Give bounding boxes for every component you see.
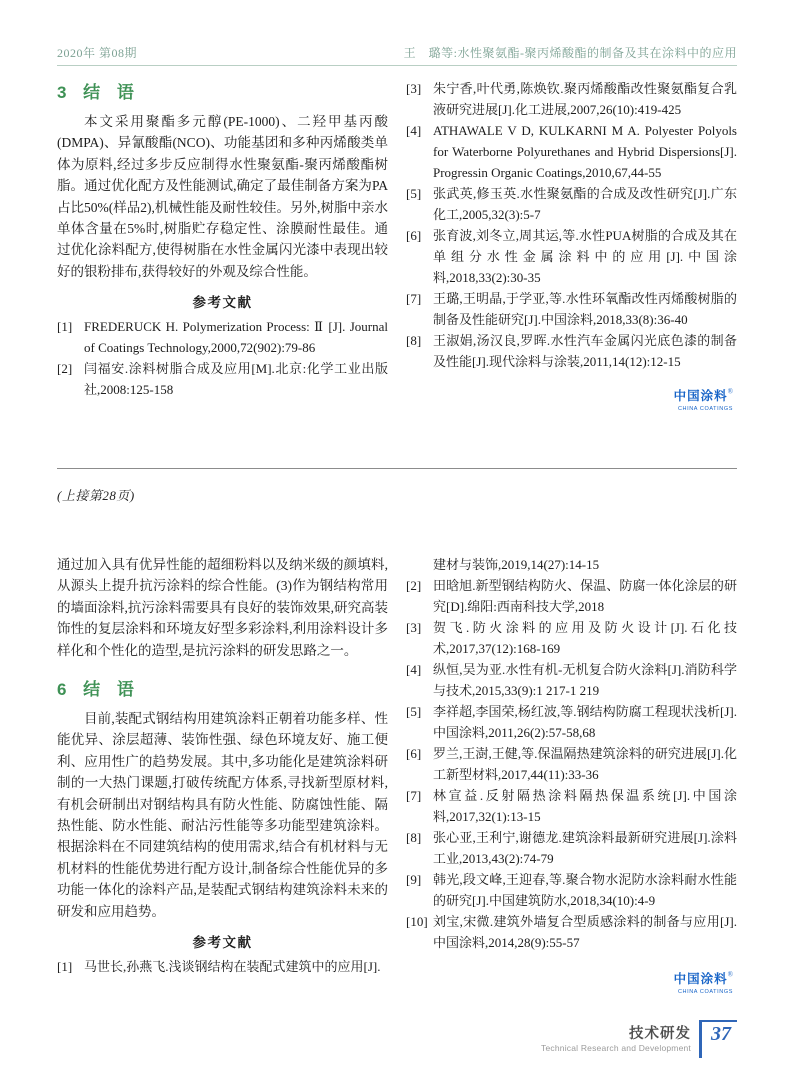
reference-text: 刘宝,宋微.建筑外墙复合型质感涂料的制备与应用[J].中国涂料,2014,28(9):55-57 (433, 914, 737, 950)
reference-item (406, 911, 737, 953)
reference-text: 马世长,孙燕飞.浅谈钢结构在装配式建筑中的应用[J]. (84, 959, 381, 975)
reference-item (406, 120, 737, 183)
reference-text: 朱宁香,叶代勇,陈焕钦.聚丙烯酸酯改性聚氨酯复合乳液研究进展[J].化工进展,2007,26(10):419-425 (433, 81, 737, 117)
reference-item (406, 225, 737, 288)
reference-number: [3] (406, 620, 422, 635)
reference-item (406, 701, 737, 743)
footer-section-label (541, 1018, 691, 1053)
reference-number: [6] (406, 228, 422, 243)
top-section (57, 78, 737, 412)
reference-item (406, 785, 737, 827)
reference-number: [1] (57, 319, 73, 335)
logo-text-cn: 中国涂料 (673, 389, 728, 403)
conclusion-paragraph-2: 目前,装配式钢结构用建筑涂料正朝着功能多样、性能优异、涂层超薄、装饰性强、绿色环境友好、施工便利、应用性广的趋势发展。其中,多功能化是建筑涂料研制的一大热门课题,打破传统配方体系,寻找新型原材料,有机会研制出对钢结构具有防火性能、防腐蚀性能、隔热性能、防水性能、耐沾污性能等多功能型建筑涂料。根据涂料在不同建筑结构的使用需求,结合有机材料与无机材料的性能优势进行配方设计,制备综合性能优异的多功能一体化的涂料产品,是装配式钢结构建筑涂料未来的研发和应用趋势。 (57, 711, 388, 919)
reference-item (406, 575, 737, 617)
references-list (57, 956, 388, 977)
reference-number: [1] (57, 959, 73, 975)
page-number: 37 (711, 1023, 731, 1045)
reference-text: 王淑娟,汤汉良,罗晖.水性汽车金属闪光底色漆的制备及性能[J].现代涂料与涂装,2011,14(12):12-15 (433, 333, 737, 369)
section-heading-3: 3 结 语 (57, 83, 140, 102)
reference-number: [5] (406, 186, 422, 201)
china-coatings-logo (406, 386, 737, 412)
reference-item (406, 617, 737, 659)
references-title: 参考文献 (192, 295, 253, 311)
registered-mark-icon: ® (727, 970, 733, 979)
reference-text: 张育波,刘冬立,周其运,等.水性PUA树脂的合成及其在单组分水性金属涂料中的应用[J].中国涂料,2018,33(2):30-35 (433, 228, 737, 285)
reference-number: [7] (406, 291, 422, 306)
top-right-column (406, 78, 737, 412)
reference-item (406, 288, 737, 330)
reference-number: [4] (406, 123, 422, 138)
page-number-box (699, 1020, 737, 1058)
section-heading-6: 6 结 语 (57, 680, 140, 700)
article-divider (57, 468, 737, 469)
references-title: 参考文献 (192, 935, 253, 951)
reference-item (57, 316, 388, 358)
issue-label: 2020年 第08期 (57, 46, 138, 60)
reference-text: 纵恒,吴为亚.水性有机-无机复合防火涂料[J].消防科学与技术,2015,33(9):1 217-1 219 (433, 662, 737, 698)
reference-text: 李祥超,李国荣,杨红波,等.钢结构防腐工程现状浅析[J].中国涂料,2011,26(2):57-58,68 (433, 704, 737, 740)
footer-section-cn: 技术研发 (629, 1026, 691, 1042)
references-list (406, 575, 737, 953)
reference-number: [2] (406, 578, 422, 593)
conclusion-paragraph: 本文采用聚酯多元醇(PE-1000)、二羟甲基丙酸(DMPA)、异氰酸酯(NCO)、功能基团和多种丙烯酸类单体为原料,经过多步反应制得水性聚氨酯-聚丙烯酸酯树脂。通过优化配方及性能测试,确定了最佳制备方案为PA占比50%(样品2),机械性能及耐性较佳。另外,树脂中亲水单体含量在5%时,树脂贮存稳定性、涂膜耐性最佳。通过优化涂料配方,使得树脂在水性金属闪光漆中表现出较好的银粉排布,获得较好的外观及综合性能。 (57, 114, 388, 279)
china-coatings-logo (406, 969, 737, 995)
bottom-right-column (406, 554, 737, 995)
top-left-column (57, 78, 388, 412)
reference-text: 田晗旭.新型钢结构防火、保温、防腐一体化涂层的研究[D].绵阳:西南科技大学,2018 (433, 578, 737, 614)
reference-text: 王璐,王明晶,于学亚,等.水性环氧酯改性丙烯酸树脂的制备及性能研究[J].中国涂料,2018,33(8):36-40 (433, 291, 737, 327)
page-footer (541, 1018, 737, 1058)
reference-number: [2] (57, 361, 73, 377)
reference-text: 韩光,段文峰,王迎春,等.聚合物水泥防水涂料耐水性能的研究[J].中国建筑防水,2018,34(10):4-9 (433, 872, 737, 908)
reference-text: ATHAWALE V D, KULKARNI M A. Polyester Polyols for Waterborne Polyurethanes and Hybrid Dispersions[J]. Progressin Organic Coatings,2010,67,44-55 (433, 123, 737, 180)
reference-number: [3] (406, 81, 422, 96)
bottom-section (57, 554, 737, 995)
references-list (57, 316, 388, 400)
reference-item (57, 358, 388, 400)
bottom-left-column (57, 554, 388, 995)
page-header (57, 44, 737, 66)
references-list (406, 78, 737, 372)
reference-text: 张武英,修玉英.水性聚氨酯的合成及改性研究[J].广东化工,2005,32(3):5-7 (433, 186, 737, 222)
logo-text-cn: 中国涂料 (673, 972, 728, 986)
reference-text: 张心亚,王利宁,谢德龙.建筑涂料最新研究进展[J].涂料工业,2013,43(2):74-79 (433, 830, 737, 866)
reference-number: [4] (406, 662, 422, 677)
continued-paragraph: 通过加入具有优异性能的超细粉料以及纳米级的颜填料,从源头上提升抗污涂料的综合性能。(3)作为钢结构常用的墙面涂料,抗污涂料需要具有良好的装饰效果,研究高装饰性的复层涂料和环境友好型多彩涂料,利用涂料设计多样化和个性化的造型,是抗污涂料的研发思路之一。 (57, 557, 388, 658)
reference-number: [8] (406, 333, 422, 348)
reference-item (406, 183, 737, 225)
reference-item (406, 743, 737, 785)
reference-item (406, 659, 737, 701)
reference-number: [6] (406, 746, 422, 761)
reference-item (406, 78, 737, 120)
reference-item (406, 330, 737, 372)
reference-text: 闫福安.涂料树脂合成及应用[M].北京:化学工业出版社,2008:125-158 (84, 361, 388, 398)
reference-text: FREDERUCK H. Polymerization Process: Ⅱ [J]. Journal of Coatings Technology,2000,72(902):79-86 (84, 319, 388, 356)
reference-text: 罗兰,王澍,王健,等.保温隔热建筑涂料的研究进展[J].化工新型材料,2017,44(11):33-36 (433, 746, 737, 782)
reference-number: [9] (406, 872, 422, 887)
registered-mark-icon: ® (727, 387, 733, 396)
reference-item (406, 869, 737, 911)
footer-section-en: Technical Research and Development (541, 1043, 691, 1053)
reference-item (57, 956, 388, 977)
reference-number: [10] (406, 914, 428, 929)
logo-text-en: CHINA COATINGS (677, 989, 733, 995)
reference-number: [8] (406, 830, 422, 845)
reference-item (406, 827, 737, 869)
reference-number: [5] (406, 704, 422, 719)
reference-continuation: 建材与装饰,2019,14(27):14-15 (433, 557, 600, 572)
reference-number: [7] (406, 788, 422, 803)
running-title: 王 璐等:水性聚氨酯-聚丙烯酸酯的制备及其在涂料中的应用 (403, 46, 737, 60)
reference-text: 林宣益.反射隔热涂料隔热保温系统[J].中国涂料,2017,32(1):13-15 (433, 788, 737, 824)
continuation-note: (上接第28页) (57, 488, 135, 503)
reference-text: 贺飞.防火涂料的应用及防火设计[J].石化技术,2017,37(12):168-169 (433, 620, 737, 656)
logo-text-en: CHINA COATINGS (677, 406, 733, 412)
